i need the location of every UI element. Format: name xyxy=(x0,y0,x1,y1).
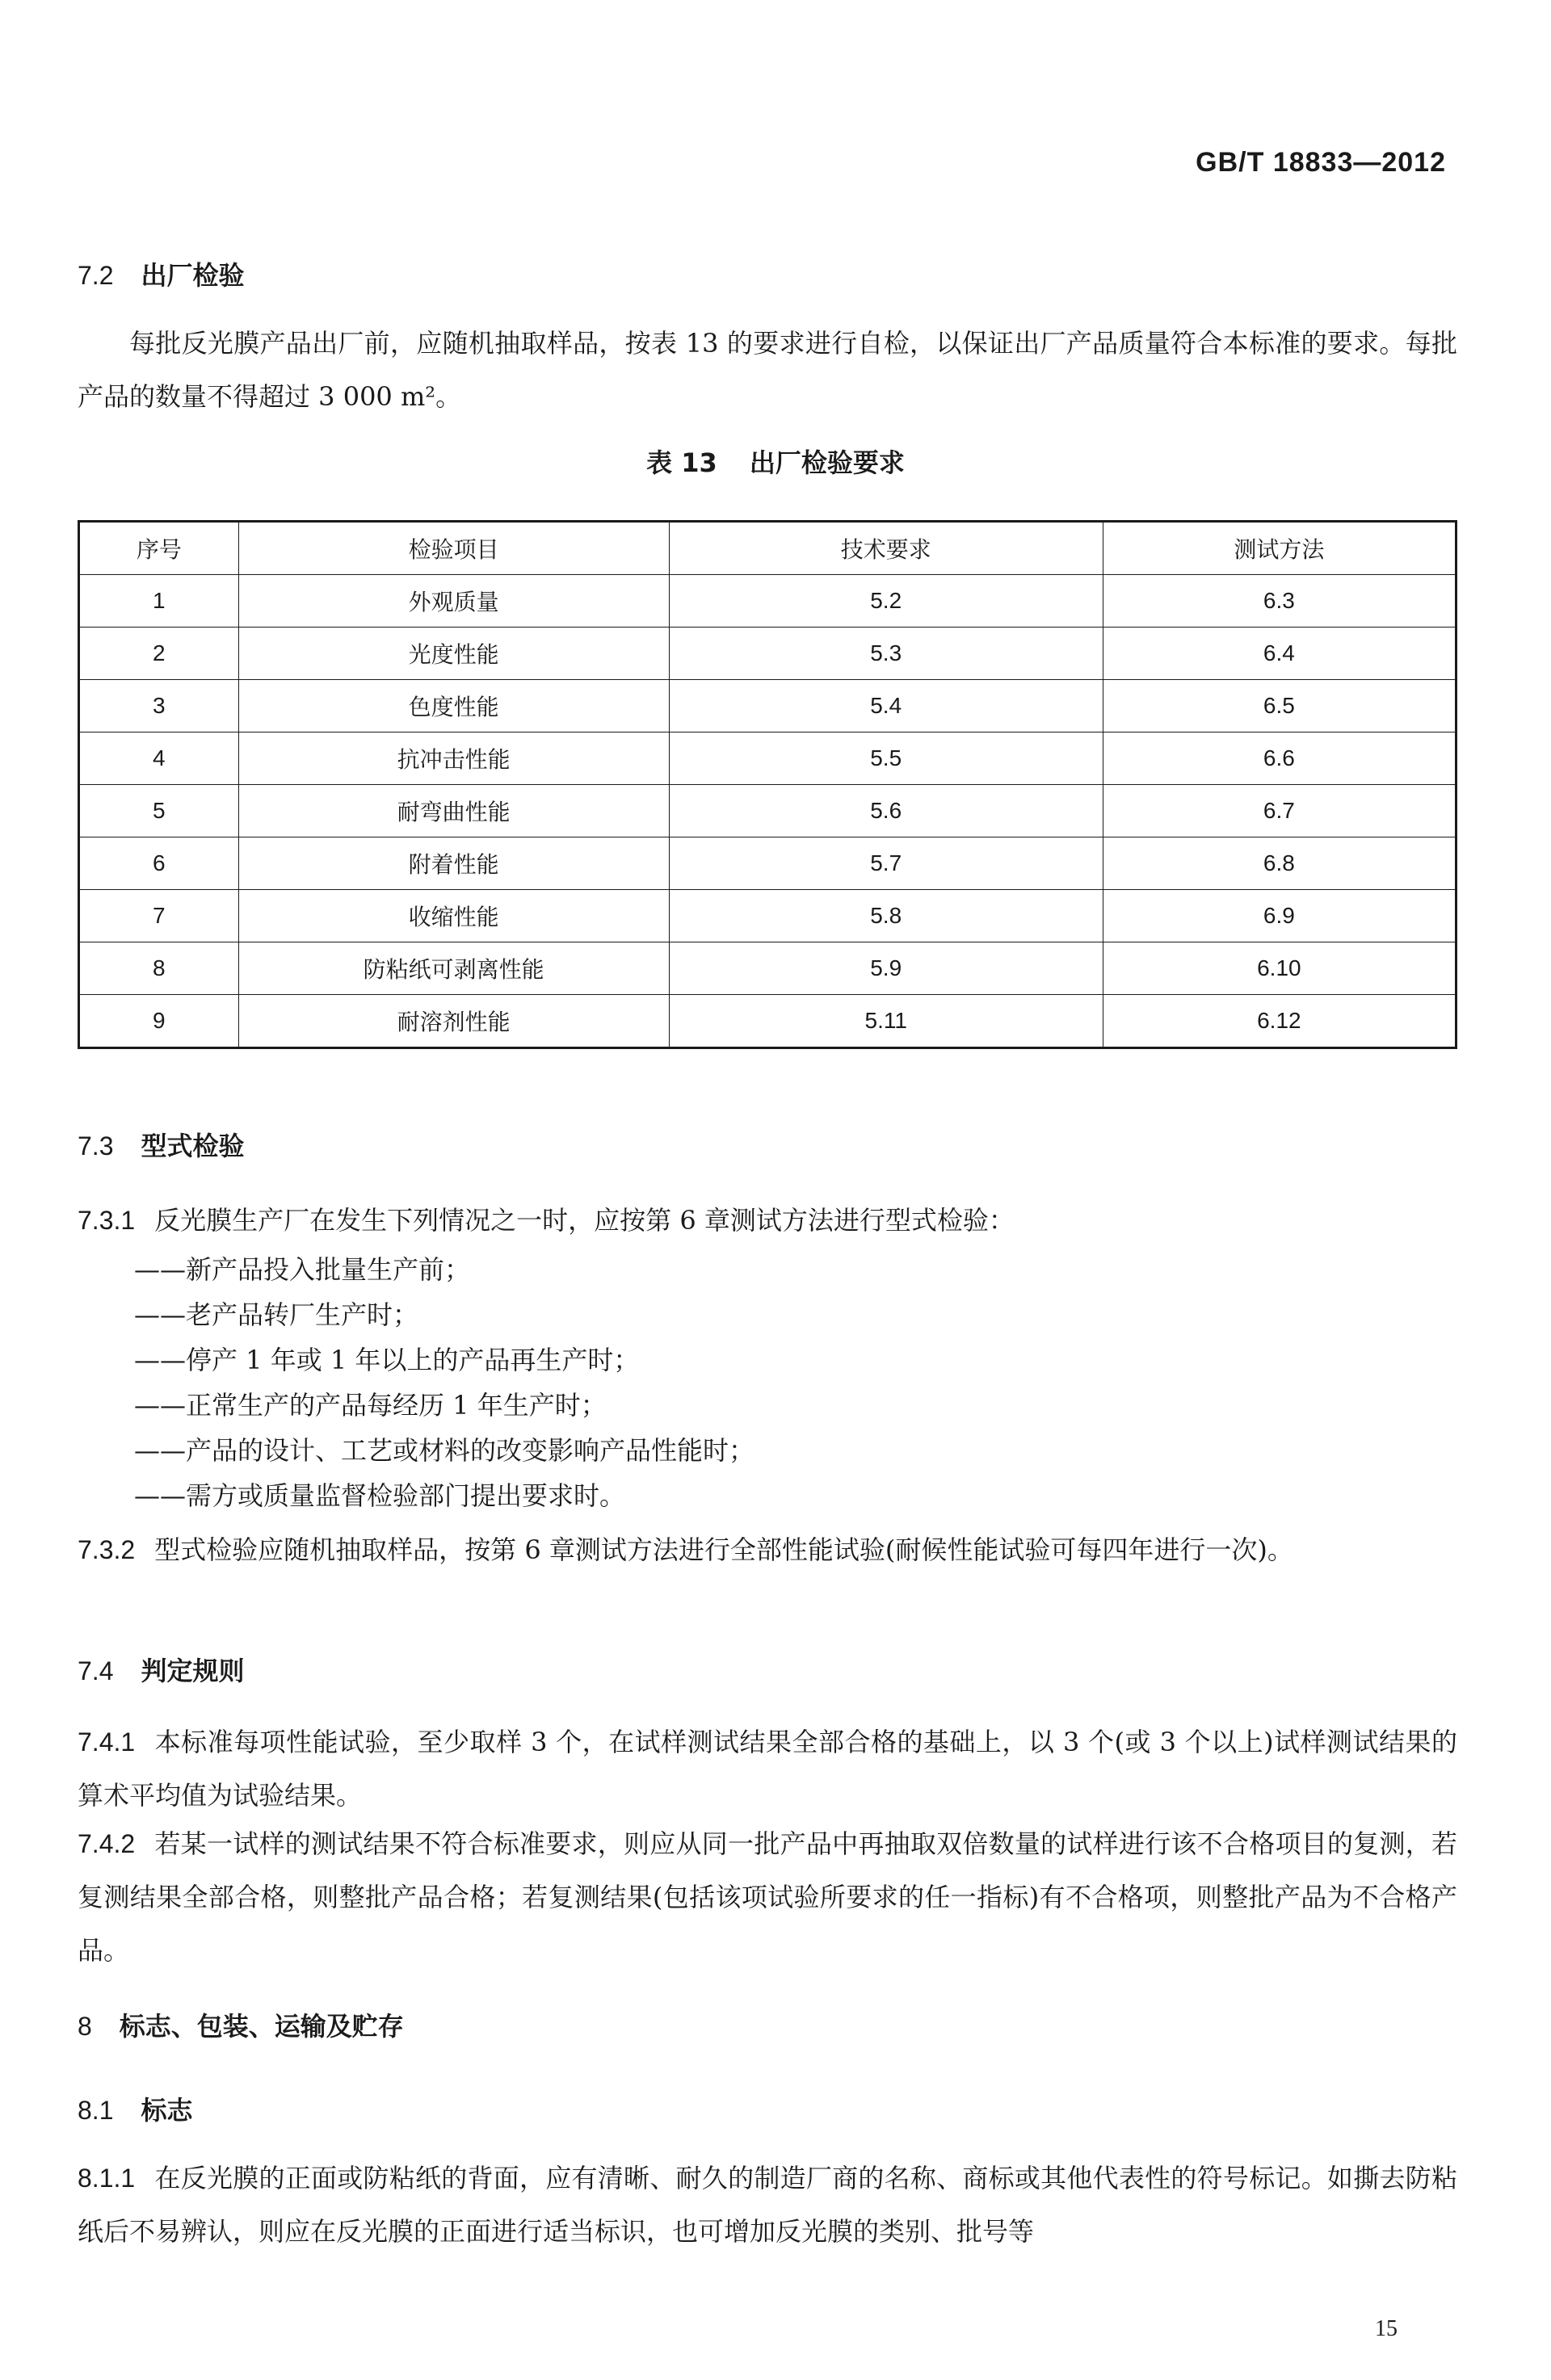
clause-8-1-1 xyxy=(78,2151,1457,2258)
section-title: 标志 xyxy=(141,2095,193,2126)
section-number: 7.4 xyxy=(78,1656,114,1685)
table-number: 表 13 xyxy=(646,447,717,478)
table-caption: 出厂检验要求 xyxy=(749,447,905,478)
cell-item: 附着性能 xyxy=(238,837,669,890)
list-item: ——停产 1 年或 1 年以上的产品再生产时； xyxy=(134,1345,640,1375)
clause-number: 8.1.1 xyxy=(78,2164,136,2193)
table-title xyxy=(0,443,1551,480)
table-row xyxy=(79,890,1456,942)
cell-method: 6.7 xyxy=(1103,785,1456,837)
cell-item: 耐溶剂性能 xyxy=(238,995,669,1048)
standard-code: GB/T 18833—2012 xyxy=(1196,147,1446,178)
section-title: 判定规则 xyxy=(141,1656,245,1686)
cell-item: 收缩性能 xyxy=(238,890,669,942)
chapter-number: 8 xyxy=(78,2012,92,2041)
clause-number: 7.4.2 xyxy=(78,1829,136,1858)
cell-requirement: 5.3 xyxy=(669,628,1103,680)
clause-7-4-1 xyxy=(78,1715,1457,1822)
clause-number: 7.4.1 xyxy=(78,1727,136,1757)
cell-requirement: 5.5 xyxy=(669,732,1103,785)
chapter-heading-8 xyxy=(78,2006,404,2043)
list-item: ——正常生产的产品每经历 1 年生产时； xyxy=(134,1390,607,1421)
header-requirement: 技术要求 xyxy=(669,522,1103,575)
section-heading-7-2 xyxy=(78,255,245,292)
cell-requirement: 5.4 xyxy=(669,680,1103,732)
clause-text: 若某一试样的测试结果不符合标准要求，则应从同一批产品中再抽取双倍数量的试样进行该不合格项目的复测，若复测结果全部合格，则整批产品合格；若复测结果(包括该项试验所要求的任一指标)有不合格项，则整批产品为不合格产品。 xyxy=(78,1828,1457,1966)
cell-method: 6.8 xyxy=(1103,837,1456,890)
cell-requirement: 5.8 xyxy=(669,890,1103,942)
cell-method: 6.4 xyxy=(1103,628,1456,680)
page-number: 15 xyxy=(1375,2316,1398,2341)
section-heading-8-1 xyxy=(78,2090,193,2127)
cell-requirement: 5.2 xyxy=(669,575,1103,628)
cell-seq: 4 xyxy=(79,732,239,785)
cell-item: 防粘纸可剥离性能 xyxy=(238,942,669,995)
table-row xyxy=(79,628,1456,680)
table-row xyxy=(79,995,1456,1048)
section-number: 7.3 xyxy=(78,1131,114,1161)
cell-method: 6.3 xyxy=(1103,575,1456,628)
section-number: 8.1 xyxy=(78,2096,114,2125)
clause-7-3-2 xyxy=(78,1523,1457,1576)
condition-list xyxy=(78,1247,754,1518)
cell-seq: 6 xyxy=(79,837,239,890)
cell-seq: 7 xyxy=(79,890,239,942)
cell-item: 外观质量 xyxy=(238,575,669,628)
paragraph-7-2: 每批反光膜产品出厂前，应随机抽取样品，按表 13 的要求进行自检，以保证出厂产品质量符合本标准的要求。每批产品的数量不得超过 3 000 m²。 xyxy=(78,328,1457,412)
cell-method: 6.5 xyxy=(1103,680,1456,732)
clause-7-3-1 xyxy=(78,1194,1457,1247)
clause-7-4-2 xyxy=(78,1817,1457,1977)
cell-item: 色度性能 xyxy=(238,680,669,732)
cell-item: 抗冲击性能 xyxy=(238,732,669,785)
cell-item: 光度性能 xyxy=(238,628,669,680)
cell-seq: 3 xyxy=(79,680,239,732)
clause-text: 型式检验应随机抽取样品，按第 6 章测试方法进行全部性能试验(耐候性能试验可每四年进行一次)。 xyxy=(154,1534,1293,1565)
table-row xyxy=(79,942,1456,995)
clause-text: 在反光膜的正面或防粘纸的背面，应有清晰、耐久的制造厂商的名称、商标或其他代表性的符号标记。如撕去防粘纸后不易辨认，则应在反光膜的正面进行适当标识，也可增加反光膜的类别、批号等 xyxy=(78,2163,1457,2247)
clause-text: 反光膜生产厂在发生下列情况之一时，应按第 6 章测试方法进行型式检验： xyxy=(154,1205,1015,1236)
clause-number: 7.3.2 xyxy=(78,1535,136,1564)
chapter-title: 标志、包装、运输及贮存 xyxy=(119,2011,404,2042)
clause-text: 本标准每项性能试验，至少取样 3 个，在试样测试结果全部合格的基础上，以 3 个(或 3 个以上)试样测试结果的算术平均值为试验结果。 xyxy=(78,1727,1457,1811)
cell-item: 耐弯曲性能 xyxy=(238,785,669,837)
list-item: ——需方或质量监督检验部门提出要求时。 xyxy=(134,1480,626,1511)
cell-requirement: 5.6 xyxy=(669,785,1103,837)
table-row xyxy=(79,785,1456,837)
cell-method: 6.12 xyxy=(1103,995,1456,1048)
section-heading-7-3 xyxy=(78,1126,245,1163)
cell-requirement: 5.9 xyxy=(669,942,1103,995)
cell-seq: 8 xyxy=(79,942,239,995)
table-row xyxy=(79,837,1456,890)
cell-method: 6.10 xyxy=(1103,942,1456,995)
clause-number: 7.3.1 xyxy=(78,1206,136,1235)
cell-requirement: 5.11 xyxy=(669,995,1103,1048)
cell-seq: 1 xyxy=(79,575,239,628)
section-title: 出厂检验 xyxy=(141,260,245,291)
list-item: ——产品的设计、工艺或材料的改变影响产品性能时； xyxy=(134,1435,755,1466)
table-row xyxy=(79,680,1456,732)
cell-seq: 5 xyxy=(79,785,239,837)
list-item: ——老产品转厂生产时； xyxy=(134,1299,419,1330)
section-title: 型式检验 xyxy=(141,1131,245,1161)
table-header-row xyxy=(79,522,1456,575)
table-row xyxy=(79,575,1456,628)
inspection-table xyxy=(78,520,1457,1049)
header-seq: 序号 xyxy=(79,522,239,575)
cell-seq: 9 xyxy=(79,995,239,1048)
cell-seq: 2 xyxy=(79,628,239,680)
header-item: 检验项目 xyxy=(238,522,669,575)
section-number: 7.2 xyxy=(78,261,114,290)
cell-method: 6.6 xyxy=(1103,732,1456,785)
list-item: ——新产品投入批量生产前； xyxy=(134,1254,471,1285)
section-heading-7-4 xyxy=(78,1651,245,1688)
cell-requirement: 5.7 xyxy=(669,837,1103,890)
table-row xyxy=(79,732,1456,785)
cell-method: 6.9 xyxy=(1103,890,1456,942)
header-method: 测试方法 xyxy=(1103,522,1456,575)
